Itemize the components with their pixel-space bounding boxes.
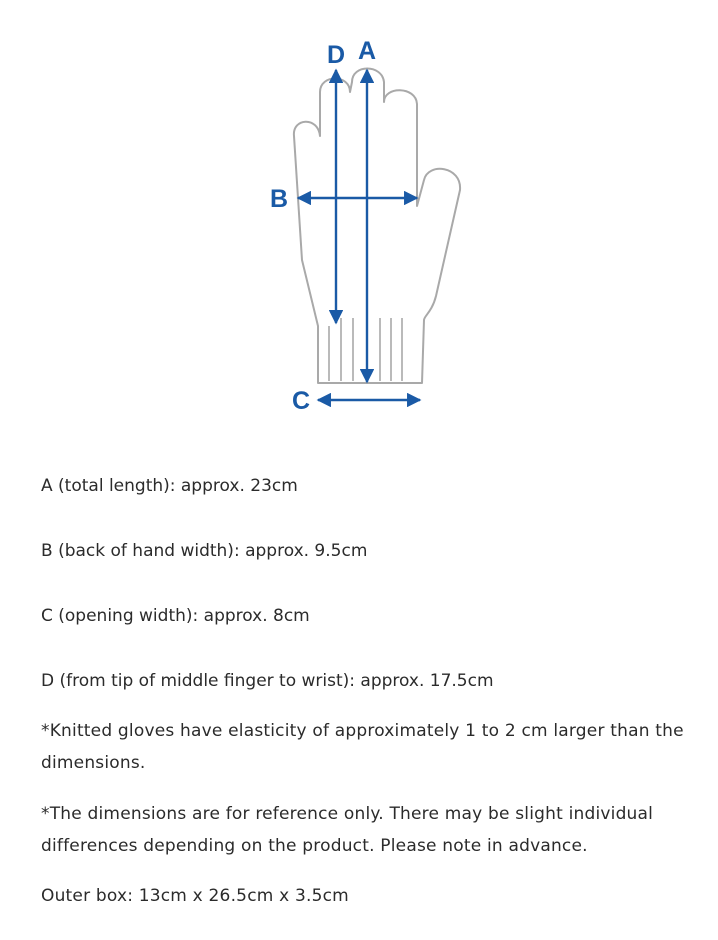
- spec-finger-to-wrist: D (from tip of middle finger to wrist): approx. 17.5cm: [41, 671, 494, 691]
- spec-back-of-hand-width: B (back of hand width): approx. 9.5cm: [41, 541, 368, 561]
- note-elasticity: *Knitted gloves have elasticity of approximately 1 to 2 cm larger than the dimensions.: [41, 721, 684, 773]
- label-d: D: [326, 41, 346, 69]
- note-reference: *The dimensions are for reference only. There may be slight individual differences depending on the product. Please note in advance.: [41, 804, 654, 856]
- glove-measurement-diagram: [0, 0, 718, 440]
- label-a: A: [357, 37, 377, 65]
- glove-outline: [294, 69, 460, 384]
- spec-opening-width: C (opening width): approx. 8cm: [41, 606, 310, 626]
- label-b: B: [269, 185, 289, 213]
- spec-total-length: A (total length): approx. 23cm: [41, 476, 298, 496]
- label-c: C: [291, 387, 311, 415]
- note-outer-box: Outer box: 13cm x 26.5cm x 3.5cm: [41, 886, 349, 906]
